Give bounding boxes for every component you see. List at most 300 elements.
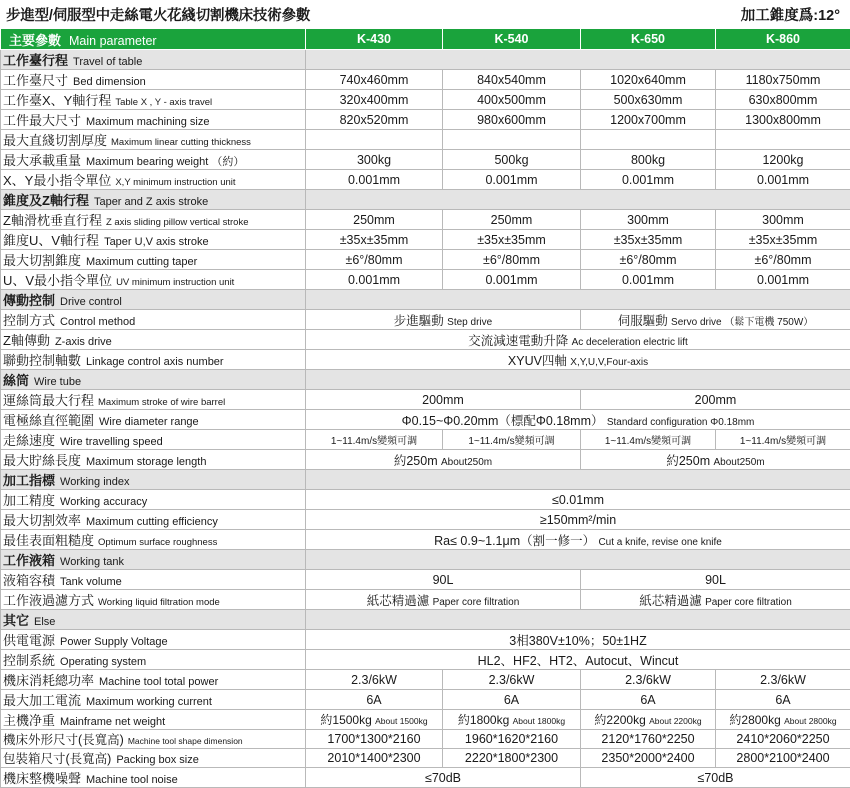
row-label bbox=[1, 670, 306, 690]
cell-model-4 bbox=[716, 90, 850, 110]
cell-model-3 bbox=[581, 90, 716, 110]
row-label-en: Taper and Z axis stroke bbox=[89, 196, 208, 208]
cell-value: ±6°/80mm bbox=[754, 253, 811, 267]
table-row bbox=[1, 630, 850, 650]
cell-value-en: Ac deceleration electric lift bbox=[572, 337, 688, 348]
row-label-en: Else bbox=[29, 616, 55, 628]
row-label-cn: 控制方式 bbox=[3, 313, 55, 328]
cell-model-2 bbox=[443, 230, 581, 250]
row-label bbox=[1, 630, 306, 650]
row-label-cn: 工作液過濾方式 bbox=[3, 593, 94, 608]
cell-merged-all-models bbox=[306, 650, 850, 670]
row-label-cn: 機床整機噪聲 bbox=[3, 771, 81, 786]
cell-merged-right bbox=[581, 768, 850, 788]
cell-merged-left bbox=[306, 310, 581, 330]
cell-merged-right bbox=[581, 450, 850, 470]
cell-value: 0.001mm bbox=[348, 173, 400, 187]
cell-value: ±6°/80mm bbox=[483, 253, 540, 267]
table-row bbox=[1, 710, 850, 730]
cell-model-1 bbox=[306, 110, 443, 130]
row-label-cn: 最大貯絲長度 bbox=[3, 453, 81, 468]
row-label bbox=[1, 430, 306, 450]
cell-value: ±35x±35mm bbox=[614, 233, 683, 247]
cell-value-cn: 交流減速電動升降 bbox=[468, 334, 568, 348]
table-row bbox=[1, 730, 850, 749]
cell-value-cn: 約1500kg bbox=[320, 713, 371, 727]
row-label bbox=[1, 250, 306, 270]
cell-model-2 bbox=[443, 430, 581, 450]
cell-model-4 bbox=[716, 110, 850, 130]
row-label-en: Power Supply Voltage bbox=[55, 636, 168, 648]
table-row bbox=[1, 430, 850, 450]
cell-value: 2410*2060*2250 bbox=[736, 732, 829, 746]
row-label bbox=[1, 390, 306, 410]
cell-value: 300mm bbox=[762, 213, 804, 227]
specification-table bbox=[0, 28, 850, 788]
cell-model-4 bbox=[716, 230, 850, 250]
cell-value-cn: 90L bbox=[433, 573, 454, 587]
taper-note: 加工錐度爲:12° bbox=[741, 4, 846, 25]
cell-model-1 bbox=[306, 670, 443, 690]
cell-model-3 bbox=[581, 130, 716, 150]
table-row bbox=[1, 590, 850, 610]
row-label-en: Wire tube bbox=[29, 376, 81, 388]
section-band-row bbox=[1, 190, 850, 210]
row-label-cn: 最佳表面粗糙度 bbox=[3, 533, 94, 548]
row-label-en: Mainframe net weight bbox=[55, 716, 165, 728]
row-label bbox=[1, 530, 306, 550]
row-label-en: Optimum surface roughness bbox=[94, 537, 217, 548]
row-label-cn: 工作臺X、Y軸行程 bbox=[3, 93, 111, 108]
cell-value-en: About 2200kg bbox=[649, 716, 701, 726]
row-label bbox=[1, 170, 306, 190]
cell-model-2 bbox=[443, 710, 581, 730]
row-label-en: Working index bbox=[55, 476, 130, 488]
cell-value: 500x630mm bbox=[614, 93, 683, 107]
cell-model-2 bbox=[443, 150, 581, 170]
cell-value-cn: HL2、HF2、HT2、Autocut、Wincut bbox=[478, 654, 679, 668]
row-label-en: Machine tool shape dimension bbox=[124, 736, 243, 746]
cell-model-2 bbox=[443, 210, 581, 230]
cell-model-1 bbox=[306, 170, 443, 190]
row-label-cn: 供電電源 bbox=[3, 633, 55, 648]
cell-value: 1960*1620*2160 bbox=[465, 732, 558, 746]
row-label bbox=[1, 50, 306, 70]
cell-merged-all-models bbox=[306, 510, 850, 530]
cell-model-3 bbox=[581, 250, 716, 270]
row-label bbox=[1, 350, 306, 370]
cell-value: 0.001mm bbox=[485, 273, 537, 287]
row-label-cn: 控制系統 bbox=[3, 653, 55, 668]
cell-model-1 bbox=[306, 730, 443, 749]
cell-value: 2120*1760*2250 bbox=[601, 732, 694, 746]
row-label bbox=[1, 230, 306, 250]
cell-model-4 bbox=[716, 130, 850, 150]
cell-value: 2.3/6kW bbox=[760, 673, 806, 687]
row-label-en: Taper U,V axis stroke bbox=[99, 236, 209, 248]
row-label-en: Maximum cutting efficiency bbox=[81, 516, 218, 528]
cell-value-en: Step drive bbox=[447, 317, 492, 328]
row-label-cn: 機床外形尺寸(長寬高) bbox=[3, 733, 124, 747]
cell-model-2 bbox=[443, 130, 581, 150]
row-label bbox=[1, 730, 306, 749]
cell-model-4 bbox=[716, 70, 850, 90]
row-label-en: Travel of table bbox=[68, 56, 142, 68]
table-row bbox=[1, 70, 850, 90]
cell-model-3 bbox=[581, 170, 716, 190]
row-label-en: Bed dimension bbox=[68, 76, 146, 88]
row-label bbox=[1, 590, 306, 610]
cell-value-en: Standard configuration Φ0.18mm bbox=[607, 417, 755, 428]
row-label-cn: 最大切割效率 bbox=[3, 513, 81, 528]
cell-value: 6A bbox=[504, 693, 519, 707]
row-label bbox=[1, 690, 306, 710]
row-label bbox=[1, 490, 306, 510]
row-label bbox=[1, 749, 306, 768]
cell-merged-left bbox=[306, 390, 581, 410]
row-label-cn: 最大直綫切割厚度 bbox=[3, 133, 107, 148]
cell-model-4 bbox=[716, 690, 850, 710]
cell-model-2 bbox=[443, 170, 581, 190]
row-label-en: Z axis sliding pillow vertical stroke bbox=[102, 217, 249, 228]
cell-model-4 bbox=[716, 710, 850, 730]
cell-model-3 bbox=[581, 690, 716, 710]
row-label bbox=[1, 650, 306, 670]
cell-value-en: About 1800kg bbox=[513, 716, 565, 726]
cell-value-cn: 約2800kg bbox=[729, 713, 780, 727]
cell-merged-left bbox=[306, 590, 581, 610]
row-label-cn: 工作臺行程 bbox=[3, 53, 68, 68]
cell-value: 300kg bbox=[357, 153, 391, 167]
cell-value-en: Paper core filtration bbox=[433, 597, 520, 608]
cell-value-en: About 2800kg bbox=[784, 716, 836, 726]
row-label bbox=[1, 570, 306, 590]
cell-value: 2.3/6kW bbox=[489, 673, 535, 687]
cell-merged-all-models bbox=[306, 630, 850, 650]
cell-value-cn: 約2200kg bbox=[594, 713, 645, 727]
row-label-en: Z-axis drive bbox=[50, 336, 112, 348]
cell-model-1 bbox=[306, 210, 443, 230]
cell-value-en: X,Y,U,V,Four-axis bbox=[570, 357, 648, 368]
cell-value-cn: 約1800kg bbox=[458, 713, 509, 727]
row-label-en: Maximum bearing weight （約） bbox=[81, 156, 244, 168]
cell-value: 1020x640mm bbox=[610, 73, 686, 87]
cell-value: 1180x750mm bbox=[746, 73, 821, 87]
section-band-fill bbox=[306, 290, 850, 310]
cell-model-2 bbox=[443, 690, 581, 710]
cell-value-en: Servo drive （鬆下電機 750W） bbox=[671, 317, 813, 328]
cell-model-2 bbox=[443, 730, 581, 749]
cell-value: 1200x700mm bbox=[610, 113, 686, 127]
cell-model-1 bbox=[306, 70, 443, 90]
table-header-row bbox=[1, 29, 850, 50]
cell-model-4 bbox=[716, 730, 850, 749]
cell-model-1 bbox=[306, 90, 443, 110]
cell-value: 250mm bbox=[491, 213, 533, 227]
cell-model-2 bbox=[443, 70, 581, 90]
row-label bbox=[1, 210, 306, 230]
cell-value-cn: ≤70dB bbox=[697, 771, 733, 785]
header-model-1: K-430 bbox=[306, 29, 443, 50]
row-label-cn: 絲筒 bbox=[3, 373, 29, 388]
cell-model-3 bbox=[581, 749, 716, 768]
row-label-cn: 加工指標 bbox=[3, 473, 55, 488]
row-label-cn: Z軸滑枕垂直行程 bbox=[3, 213, 102, 228]
row-label-cn: 聯動控制軸數 bbox=[3, 353, 81, 368]
row-label-en: Maximum storage length bbox=[81, 456, 206, 468]
row-label bbox=[1, 370, 306, 390]
header-model-3: K-650 bbox=[581, 29, 716, 50]
row-label bbox=[1, 110, 306, 130]
cell-merged-right bbox=[581, 310, 850, 330]
cell-value: 6A bbox=[366, 693, 381, 707]
section-band-fill bbox=[306, 470, 850, 490]
row-label-cn: 錐度及Z軸行程 bbox=[3, 193, 89, 208]
table-row bbox=[1, 510, 850, 530]
cell-value-cn: ≤0.01mm bbox=[552, 493, 604, 507]
section-band-row bbox=[1, 290, 850, 310]
cell-value: 1~11.4m/s變頻可調 bbox=[605, 436, 691, 447]
row-label bbox=[1, 310, 306, 330]
row-label bbox=[1, 768, 306, 788]
cell-value-cn: XYUV四軸 bbox=[508, 354, 567, 368]
cell-model-3 bbox=[581, 70, 716, 90]
cell-model-1 bbox=[306, 230, 443, 250]
row-label-cn: 走絲速度 bbox=[3, 433, 55, 448]
cell-value-cn: 紙芯精過濾 bbox=[367, 594, 430, 608]
cell-model-1 bbox=[306, 749, 443, 768]
page-title-bar bbox=[0, 0, 850, 28]
cell-model-2 bbox=[443, 670, 581, 690]
table-row bbox=[1, 670, 850, 690]
cell-value: 6A bbox=[640, 693, 655, 707]
row-label-cn: X、Y最小指令單位 bbox=[3, 173, 111, 188]
table-row bbox=[1, 390, 850, 410]
cell-model-4 bbox=[716, 670, 850, 690]
row-label-cn: U、V最小指令單位 bbox=[3, 273, 112, 288]
row-label-cn: 機床消耗總功率 bbox=[3, 673, 94, 688]
cell-value-cn: Ra≤ 0.9~1.1μm（割一修一） bbox=[434, 534, 595, 548]
row-label-en: Working accuracy bbox=[55, 496, 147, 508]
cell-model-1 bbox=[306, 130, 443, 150]
table-row bbox=[1, 490, 850, 510]
cell-model-1 bbox=[306, 250, 443, 270]
cell-model-4 bbox=[716, 270, 850, 290]
cell-value: 400x500mm bbox=[477, 93, 546, 107]
row-label-en: Maximum working current bbox=[81, 696, 212, 708]
row-label-en: Linkage control axis number bbox=[81, 356, 224, 368]
row-label-en: Wire diameter range bbox=[94, 416, 199, 428]
cell-model-4 bbox=[716, 210, 850, 230]
cell-model-1 bbox=[306, 690, 443, 710]
cell-model-2 bbox=[443, 270, 581, 290]
cell-merged-left bbox=[306, 570, 581, 590]
cell-merged-right bbox=[581, 570, 850, 590]
cell-value: 500kg bbox=[494, 153, 528, 167]
section-band-fill bbox=[306, 550, 850, 570]
row-label-cn: 最大加工電流 bbox=[3, 693, 81, 708]
cell-value: 820x520mm bbox=[340, 113, 409, 127]
row-label-en: Control method bbox=[55, 316, 135, 328]
cell-value: 6A bbox=[775, 693, 790, 707]
cell-value: 1700*1300*2160 bbox=[327, 732, 420, 746]
cell-value-cn: 3相380V±10%；50±1HZ bbox=[509, 634, 646, 648]
cell-value: 2.3/6kW bbox=[351, 673, 397, 687]
cell-value: 0.001mm bbox=[757, 273, 809, 287]
cell-value-cn: 200mm bbox=[695, 393, 737, 407]
section-band-row bbox=[1, 470, 850, 490]
cell-merged-right bbox=[581, 590, 850, 610]
cell-value-cn: 90L bbox=[705, 573, 726, 587]
cell-value: 0.001mm bbox=[348, 273, 400, 287]
table-row bbox=[1, 130, 850, 150]
cell-value-cn: 約250m bbox=[666, 454, 710, 468]
row-label-en: Working liquid filtration mode bbox=[94, 597, 220, 608]
header-model-2: K-540 bbox=[443, 29, 581, 50]
row-label-en: Machine tool total power bbox=[94, 676, 218, 688]
cell-merged-left bbox=[306, 450, 581, 470]
row-label-en: Maximum stroke of wire barrel bbox=[94, 397, 225, 408]
row-label-cn: 最大承載重量 bbox=[3, 153, 81, 168]
cell-merged-all-models bbox=[306, 530, 850, 550]
table-row bbox=[1, 330, 850, 350]
table-row bbox=[1, 768, 850, 788]
cell-model-4 bbox=[716, 170, 850, 190]
cell-value: ±35x±35mm bbox=[477, 233, 546, 247]
section-band-row bbox=[1, 550, 850, 570]
cell-value-cn: 200mm bbox=[422, 393, 464, 407]
cell-value: 1~11.4m/s變頻可調 bbox=[468, 436, 554, 447]
row-label bbox=[1, 470, 306, 490]
table-row bbox=[1, 150, 850, 170]
row-label-cn: 電極絲直徑範圍 bbox=[3, 413, 94, 428]
row-label-cn: 錐度U、V軸行程 bbox=[3, 233, 99, 248]
row-label-en: Drive control bbox=[55, 296, 122, 308]
row-label bbox=[1, 450, 306, 470]
row-label-en: Operating system bbox=[55, 656, 146, 668]
cell-model-2 bbox=[443, 749, 581, 768]
row-label-cn: 最大切割錐度 bbox=[3, 253, 81, 268]
row-label bbox=[1, 90, 306, 110]
cell-value-en: Cut a knife, revise one knife bbox=[598, 537, 721, 548]
row-label bbox=[1, 70, 306, 90]
row-label bbox=[1, 610, 306, 630]
row-label bbox=[1, 550, 306, 570]
row-label-cn: 工作液箱 bbox=[3, 553, 55, 568]
table-row bbox=[1, 210, 850, 230]
table-row bbox=[1, 250, 850, 270]
section-band-fill bbox=[306, 610, 850, 630]
cell-value: 2.3/6kW bbox=[625, 673, 671, 687]
cell-value: 0.001mm bbox=[485, 173, 537, 187]
cell-value-cn: 約250m bbox=[394, 454, 438, 468]
cell-model-3 bbox=[581, 670, 716, 690]
cell-value: ±6°/80mm bbox=[619, 253, 676, 267]
row-label-en: UV minimum instruction unit bbox=[112, 277, 234, 288]
section-band-row bbox=[1, 370, 850, 390]
cell-value: 1200kg bbox=[762, 153, 803, 167]
page-title: 步進型/伺服型中走絲電火花綫切割機床技術參數 bbox=[6, 4, 310, 25]
cell-value: 2220*1800*2300 bbox=[465, 751, 558, 765]
cell-model-4 bbox=[716, 749, 850, 768]
cell-value-cn: 伺服驅動 bbox=[618, 314, 668, 328]
header-main-parameter bbox=[1, 29, 306, 50]
cell-merged-all-models bbox=[306, 490, 850, 510]
cell-value: 740x460mm bbox=[340, 73, 409, 87]
cell-model-4 bbox=[716, 250, 850, 270]
cell-model-3 bbox=[581, 430, 716, 450]
cell-model-1 bbox=[306, 150, 443, 170]
cell-value-cn: 步進驅動 bbox=[394, 314, 444, 328]
cell-value: 1300x800mm bbox=[745, 113, 821, 127]
cell-value-cn: Φ0.15~Φ0.20mm（標配Φ0.18mm） bbox=[402, 414, 604, 428]
cell-value: 2010*1400*2300 bbox=[327, 751, 420, 765]
cell-value: 800kg bbox=[631, 153, 665, 167]
cell-model-4 bbox=[716, 430, 850, 450]
table-row bbox=[1, 310, 850, 330]
table-row bbox=[1, 170, 850, 190]
cell-value: 630x800mm bbox=[749, 93, 818, 107]
cell-value: 250mm bbox=[353, 213, 395, 227]
section-band-fill bbox=[306, 50, 850, 70]
row-label-en: Working tank bbox=[55, 556, 124, 568]
row-label-cn: 傳動控制 bbox=[3, 293, 55, 308]
header-param-en: Main parameter bbox=[61, 34, 157, 48]
row-label-en: Machine tool noise bbox=[81, 774, 178, 786]
table-row bbox=[1, 350, 850, 370]
cell-value-en: About250m bbox=[713, 457, 764, 468]
table-row bbox=[1, 570, 850, 590]
row-label-cn: 運絲筒最大行程 bbox=[3, 393, 94, 408]
table-row bbox=[1, 650, 850, 670]
cell-value-cn: 紙芯精過濾 bbox=[639, 594, 702, 608]
section-band-fill bbox=[306, 190, 850, 210]
cell-merged-left bbox=[306, 768, 581, 788]
section-band-row bbox=[1, 50, 850, 70]
cell-merged-all-models bbox=[306, 350, 850, 370]
cell-value: 320x400mm bbox=[340, 93, 409, 107]
cell-value: 980x600mm bbox=[477, 113, 546, 127]
table-row bbox=[1, 270, 850, 290]
row-label-en: Table X , Y - axis travel bbox=[111, 97, 212, 108]
cell-model-3 bbox=[581, 230, 716, 250]
table-row bbox=[1, 230, 850, 250]
row-label bbox=[1, 150, 306, 170]
row-label-cn: 工作臺尺寸 bbox=[3, 73, 68, 88]
row-label bbox=[1, 710, 306, 730]
row-label-cn: 加工精度 bbox=[3, 493, 55, 508]
row-label-cn: 其它 bbox=[3, 613, 29, 628]
row-label-en: X,Y minimum instruction unit bbox=[111, 177, 235, 188]
row-label-en: Tank volume bbox=[55, 576, 122, 588]
row-label bbox=[1, 190, 306, 210]
cell-value-en: Paper core filtration bbox=[705, 597, 792, 608]
row-label bbox=[1, 330, 306, 350]
cell-value: ±35x±35mm bbox=[749, 233, 818, 247]
cell-model-2 bbox=[443, 250, 581, 270]
cell-value-en: About 1500kg bbox=[375, 716, 427, 726]
cell-model-3 bbox=[581, 210, 716, 230]
cell-model-1 bbox=[306, 430, 443, 450]
cell-value: 0.001mm bbox=[757, 173, 809, 187]
row-label bbox=[1, 130, 306, 150]
cell-model-1 bbox=[306, 270, 443, 290]
cell-model-3 bbox=[581, 150, 716, 170]
row-label bbox=[1, 270, 306, 290]
row-label-en: Maximum machining size bbox=[81, 116, 209, 128]
cell-value-cn: ≥150mm²/min bbox=[540, 513, 616, 527]
row-label-cn: 包裝箱尺寸(長寬高) bbox=[3, 752, 111, 766]
